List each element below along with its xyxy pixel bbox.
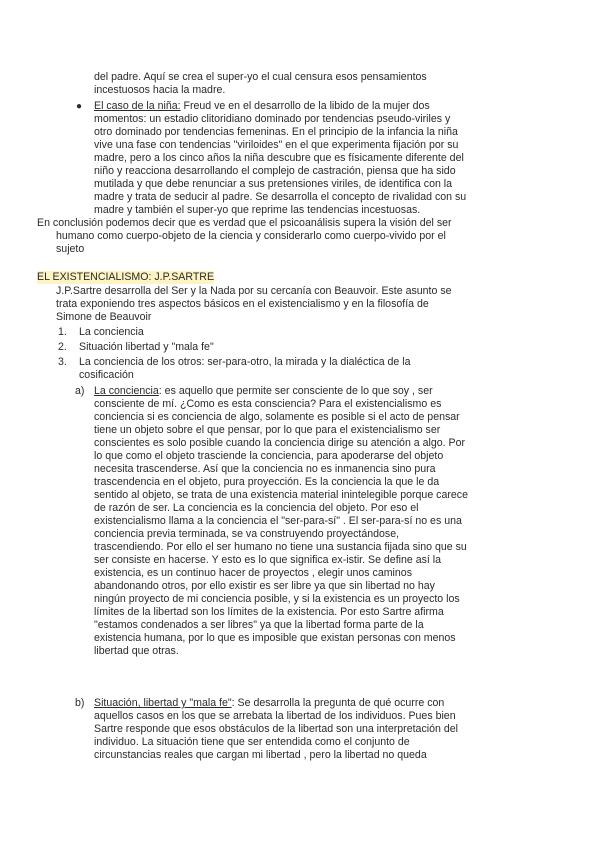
bullet-label: El caso de la niña: [94, 100, 181, 112]
paragraph-line: trata exponiendo tres aspectos básicos en el existencialismo y en la filosofía de [56, 298, 429, 310]
section-heading: EL EXISTENCIALISMO: J.P.SARTRE [37, 271, 215, 283]
list-item: Situación libertad y "mala fe" [79, 341, 214, 353]
sublist-marker: b) [75, 697, 85, 709]
conclusion-line: humano como cuerpo-objeto de la ciencia y considerarlo como cuerpo-vivido por el [56, 230, 446, 242]
list-number: 3. [58, 356, 67, 368]
sublist-label: La conciencia [94, 385, 159, 397]
conclusion-line: sujeto [56, 243, 85, 255]
sublist-line: sentido al objeto, se trata de una existencia material inintelegible porque carece [94, 489, 468, 501]
sublist-line: conciencia previa terminada, se va construyendo proyectándose, [94, 528, 400, 540]
paragraph-line: J.P.Sartre desarrolla del Ser y la Nada por su cercanía con Beauvoir. Este asunto se [56, 285, 452, 297]
sublist-line: lo que como el objeto trasciende la conciencia, para apoderarse del objeto [94, 450, 444, 462]
list-number: 2. [58, 341, 67, 353]
bullet-dot-icon: ● [76, 101, 83, 112]
sublist-line: abandonando otros, por ello existir es ser libre ya que sin libertad no hay [94, 580, 435, 592]
paragraph-line: del padre. Aquí se crea el super-yo el cual censura esos pensamientos [94, 71, 427, 83]
bullet-text: Freud ve en el desarrollo de la libido de la mujer dos [180, 100, 430, 112]
sublist-line: conciencia si es conciencia de algo, solamente es posible si el acto de pensar [94, 411, 460, 423]
sublist-text: : Se desarrolla la pregunta de qué ocurre con [231, 697, 445, 709]
sublist-line: libertad que otras. [94, 645, 179, 657]
sublist-line: de razón de ser. La conciencia es la conciencia del objeto. Por eso el [94, 502, 419, 514]
sublist-line: conscientes es solo posible cuando la conciencia dirige su atención a algo. Por [94, 437, 466, 449]
sublist-line: circunstancias reales que cargan mi libertad , pero la libertad no queda [94, 749, 427, 761]
bullet-line: vive una fase con tendencias "viriloides" en el que experimenta fijación por su [94, 139, 459, 151]
conclusion-line: En conclusión podemos decir que es verdad que el psicoanálisis supera la visión del ser [37, 217, 452, 229]
list-item: La conciencia de los otros: ser-para-otro, la mirada y la dialéctica de la [79, 356, 411, 368]
list-item: La conciencia [79, 326, 144, 338]
list-item-continued: cosificación [79, 369, 134, 381]
sublist-line: existencia humana, por lo que es imposible que existan personas con menos [94, 632, 456, 644]
sublist-first-line [94, 385, 433, 398]
sublist-line: existencialismo llama a la conciencia el "ser-para-sí" . El ser-para-sí no es una [94, 515, 462, 527]
sublist-line: ningún proyecto de mi conciencia posible, y si la existencia es un proyecto los [94, 593, 460, 605]
sublist-line: existencia, es un continuo hacer de proyectos , elegir unos caminos [94, 567, 412, 579]
sublist-line: aquellos casos en los que se arrebata la libertad de los individuos. Pues bien [94, 710, 456, 722]
sublist-label: Situación, libertad y "mala fe" [94, 697, 232, 709]
list-number: 1. [58, 326, 67, 338]
sublist-line: "estamos condenados a ser libres" ya que la libertad forma parte de la [94, 619, 424, 631]
bullet-line: mutilada y que debe renunciar a sus pretensiones viriles, de identifica con la [94, 178, 453, 190]
sublist-line: Sartre responde que esos obstáculos de la libertad son una interpretación del [94, 723, 458, 735]
sublist-line: necesita trascenderse. Así que la conciencia no es inmanencia sino pura [94, 463, 436, 475]
sublist-line: trascendiendo. Por ello el ser humano no tiene una sustancia fijada sino que su [94, 541, 467, 553]
bullet-line: momentos: un estadio clitoridiano dominado por tendencias pseudo-viriles y [94, 113, 451, 125]
sublist-line: ser consiste en hacerse. Y esto es lo que significa ex-istir. Se define así la [94, 554, 442, 566]
sublist-line: tiene un objeto sobre el que pensar, por lo que para el existencialismo ser [94, 424, 441, 436]
sublist-line: consciente de mí. ¿Como es esta consciencia? Para el existencialismo es [94, 398, 442, 410]
bullet-line: niño y reacciona desarrollando el complejo de castración, piensa que ha sido [94, 165, 456, 177]
paragraph-line: Simone de Beauvoir [56, 311, 152, 323]
bullet-line: madre y también el super-yo que reprime las tendencias incestuosas. [94, 204, 421, 216]
bullet-line: madre, pero a los cinco años la niña descubre que es físicamente diferente del [94, 152, 464, 164]
bullet-first-line [94, 100, 430, 113]
sublist-text: : es aquello que permite ser consciente de lo que soy , ser [158, 385, 433, 397]
bullet-line: otro dominado por tendencias femeninas. En el principio de la infancia la niña [94, 126, 458, 138]
sublist-line: trascendencia en el objeto, pura proyección. Es la conciencia la que le da [94, 476, 440, 488]
sublist-line: individuo. La situación tiene que ser entendida como el conjunto de [94, 736, 410, 748]
paragraph-line: incestuosos hacia la madre. [94, 84, 226, 96]
bullet-line: madre y trata de seducir al padre. Se desarrolla el concepto de rivalidad con su [94, 191, 467, 203]
sublist-marker: a) [75, 385, 85, 397]
sublist-first-line [94, 697, 444, 710]
sublist-line: límites de la libertad son los límites de la existencia. Por esto Sartre afirma [94, 606, 444, 618]
